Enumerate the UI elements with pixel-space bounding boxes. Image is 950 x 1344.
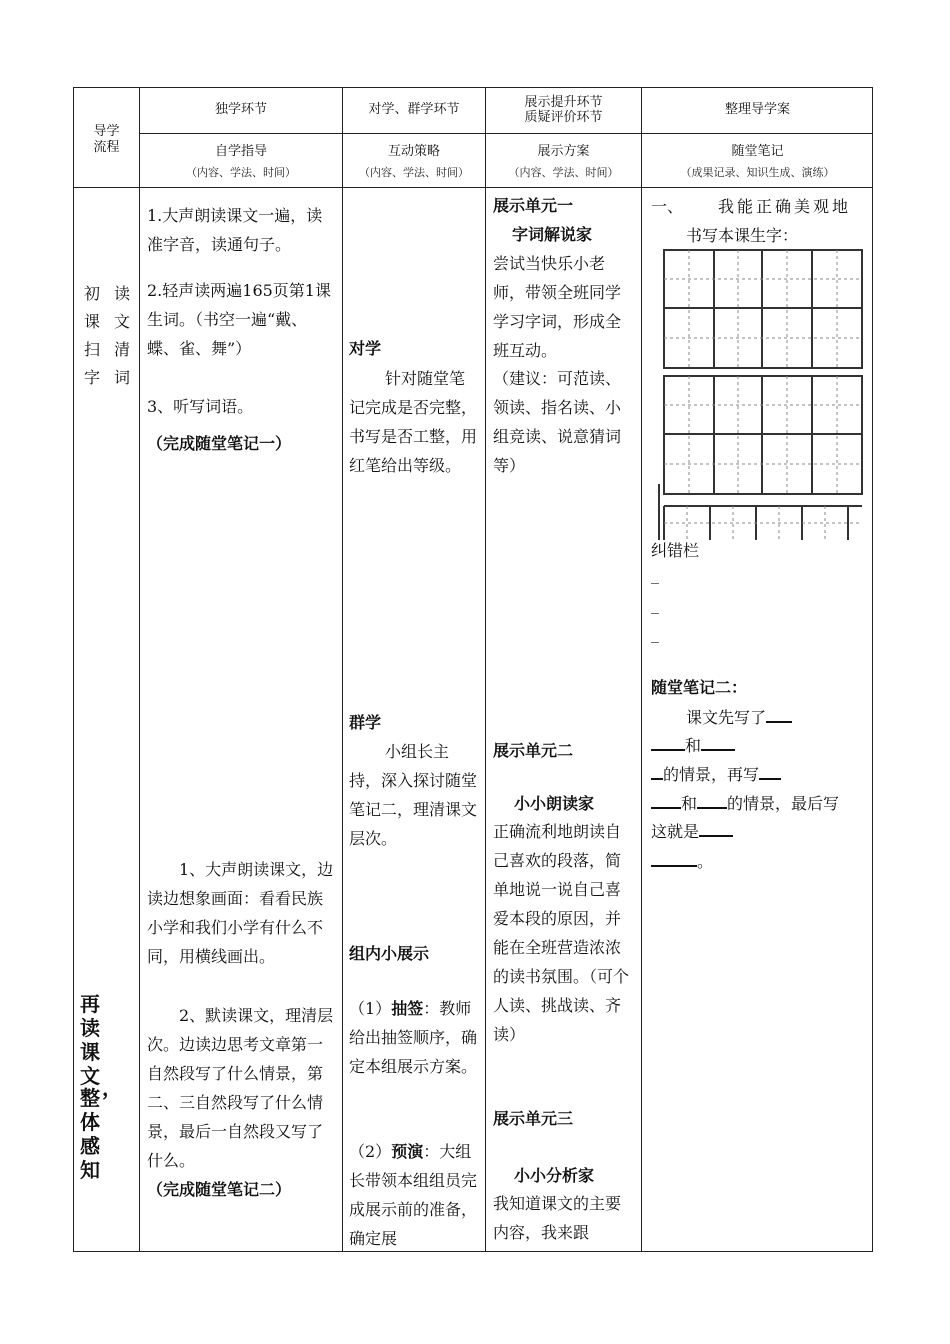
correction-line-1: _ <box>651 565 659 584</box>
header-flow: 导学 流程 <box>93 124 120 155</box>
blank-7[interactable] <box>697 791 727 809</box>
table-border-left <box>73 87 74 1252</box>
blank-3[interactable] <box>701 733 735 751</box>
group-show-step-1: （1）抽签：教师给出抽签顺序，确定本组展示方案。 <box>349 999 478 1076</box>
notes-2-line-6: 。 <box>651 847 866 876</box>
display-unit-2-title: 展示单元二 <box>493 741 574 760</box>
col-divider-2 <box>342 87 343 1252</box>
self-study-note-1: （完成随堂笔记一） <box>147 434 292 453</box>
blank-9[interactable] <box>651 849 697 867</box>
col-divider-1 <box>139 87 140 1252</box>
header-organize: 整理导学案 <box>724 102 790 117</box>
notes-2-line-4: 和 的情景，最后写 <box>651 789 871 818</box>
header-display-line2: 质疑评价环节 <box>524 110 603 125</box>
group-study-title: 群学 <box>349 713 382 732</box>
blank-6[interactable] <box>651 791 681 809</box>
self-study-step-read: 1、大声朗读课文，边读边想象画面：看看民族小学和我们小学有什么不同，用横线画出。 <box>147 860 334 966</box>
character-writing-grid[interactable] <box>658 248 868 542</box>
self-study-step-1: 1.大声朗读课文一遍，读准字音，读通句子。 <box>147 206 323 254</box>
display-unit-1-note: （建议：可范读、领读、指名读、小组竞读、说意猜词等） <box>493 369 622 475</box>
self-study-note-2: （完成随堂笔记二） <box>147 1180 292 1199</box>
sub-header-notes-note: （成果记录、知识生成、演练） <box>680 166 835 179</box>
sub-header-strategy: 互动策略 <box>387 144 440 159</box>
table-border-top <box>73 87 873 88</box>
sub-header-notes: 随堂笔记 <box>731 144 784 159</box>
pair-study-text: 针对随堂笔记完成是否完整，书写是否工整，用红笔给出等级。 <box>349 369 478 475</box>
self-study-step-silent: 2、默读课文，理清层次。边读边思考文章第一自然段写了什么情景，第二、三自然段写了什么情景，最后一自然段又写了什么。 <box>147 1006 334 1170</box>
header-bottom-divider <box>73 187 873 188</box>
group-show-step-2: （2）预演：大组长带领本组组员完成展示前的准备，确定展 <box>349 1142 478 1248</box>
blank-1[interactable] <box>766 705 792 723</box>
display-unit-1-text: 尝试当快乐小老师，带领全班同学学习字词，形成全班互动。 <box>493 254 622 360</box>
sub-header-plan: 展示方案 <box>537 144 590 159</box>
notes-2-line-1: 课文先写了 <box>686 703 866 732</box>
correction-line-3: _ <box>651 624 659 643</box>
notes-item-1-head: 一、 <box>651 197 684 216</box>
display-unit-1-name: 字词解说家 <box>512 225 593 244</box>
sub-header-self-guide: 自学指导 <box>214 144 267 159</box>
pair-study-title: 对学 <box>349 339 382 358</box>
stage-2-label: 再 读 课 文 ， 整 体 感 知 <box>80 992 122 1182</box>
display-unit-3-text: 我知道课文的主要内容，我来跟 <box>493 1194 622 1242</box>
notes-2-line-3: 的情景，再写 <box>651 760 866 789</box>
self-study-step-3: 3、听写词语。 <box>147 397 254 416</box>
display-unit-3-name: 小小分析家 <box>514 1166 595 1185</box>
blank-2[interactable] <box>651 733 685 751</box>
notes-2-line-2: 和 <box>651 731 866 760</box>
notes-item-1-text: 我能正确美观地 <box>718 197 852 216</box>
blank-5[interactable] <box>759 762 781 780</box>
sub-header-plan-note: （内容、学法、时间） <box>508 166 619 179</box>
col-divider-4 <box>641 87 642 1252</box>
correction-line-2: _ <box>651 595 659 614</box>
sub-header-strategy-note: （内容、学法、时间） <box>359 166 469 179</box>
display-unit-2-text: 正确流利地朗读自己喜欢的段落，简单地说一说自己喜爱本段的原因，并能在全班营造浓浓的读书氛围。（可个人读、挑战读、齐读） <box>493 822 630 1044</box>
col-divider-3 <box>485 87 486 1252</box>
header-display-line1: 展示提升环节 <box>524 95 603 110</box>
sub-header-self-guide-note: （内容、学法、时间） <box>186 166 296 179</box>
group-study-text: 小组长主持，深入探讨随堂笔记二，理清课文层次。 <box>349 742 478 848</box>
correction-section-label: 纠错栏 <box>651 541 700 560</box>
notes-2-line-5: 这就是 <box>651 817 866 846</box>
notes-item-1-text2: 书写本课生字： <box>686 226 799 245</box>
group-show-title: 组内小展示 <box>349 944 430 963</box>
header-row-divider <box>139 133 873 134</box>
table-border-right <box>872 87 873 1252</box>
header-independent-study: 独学环节 <box>214 102 267 117</box>
self-study-step-2: 2.轻声读两遍165页第1课生词。（书空一遍“戴、蝶、雀、舞”） <box>147 281 331 358</box>
display-unit-1-title: 展示单元一 <box>493 196 574 215</box>
blank-4[interactable] <box>651 762 663 780</box>
blank-8[interactable] <box>699 819 733 837</box>
display-unit-3-title: 展示单元三 <box>493 1109 574 1128</box>
notes-2-title: 随堂笔记二： <box>651 678 748 697</box>
display-unit-2-name: 小小朗读家 <box>514 794 595 813</box>
header-pair-group-study: 对学、群学环节 <box>368 102 460 117</box>
